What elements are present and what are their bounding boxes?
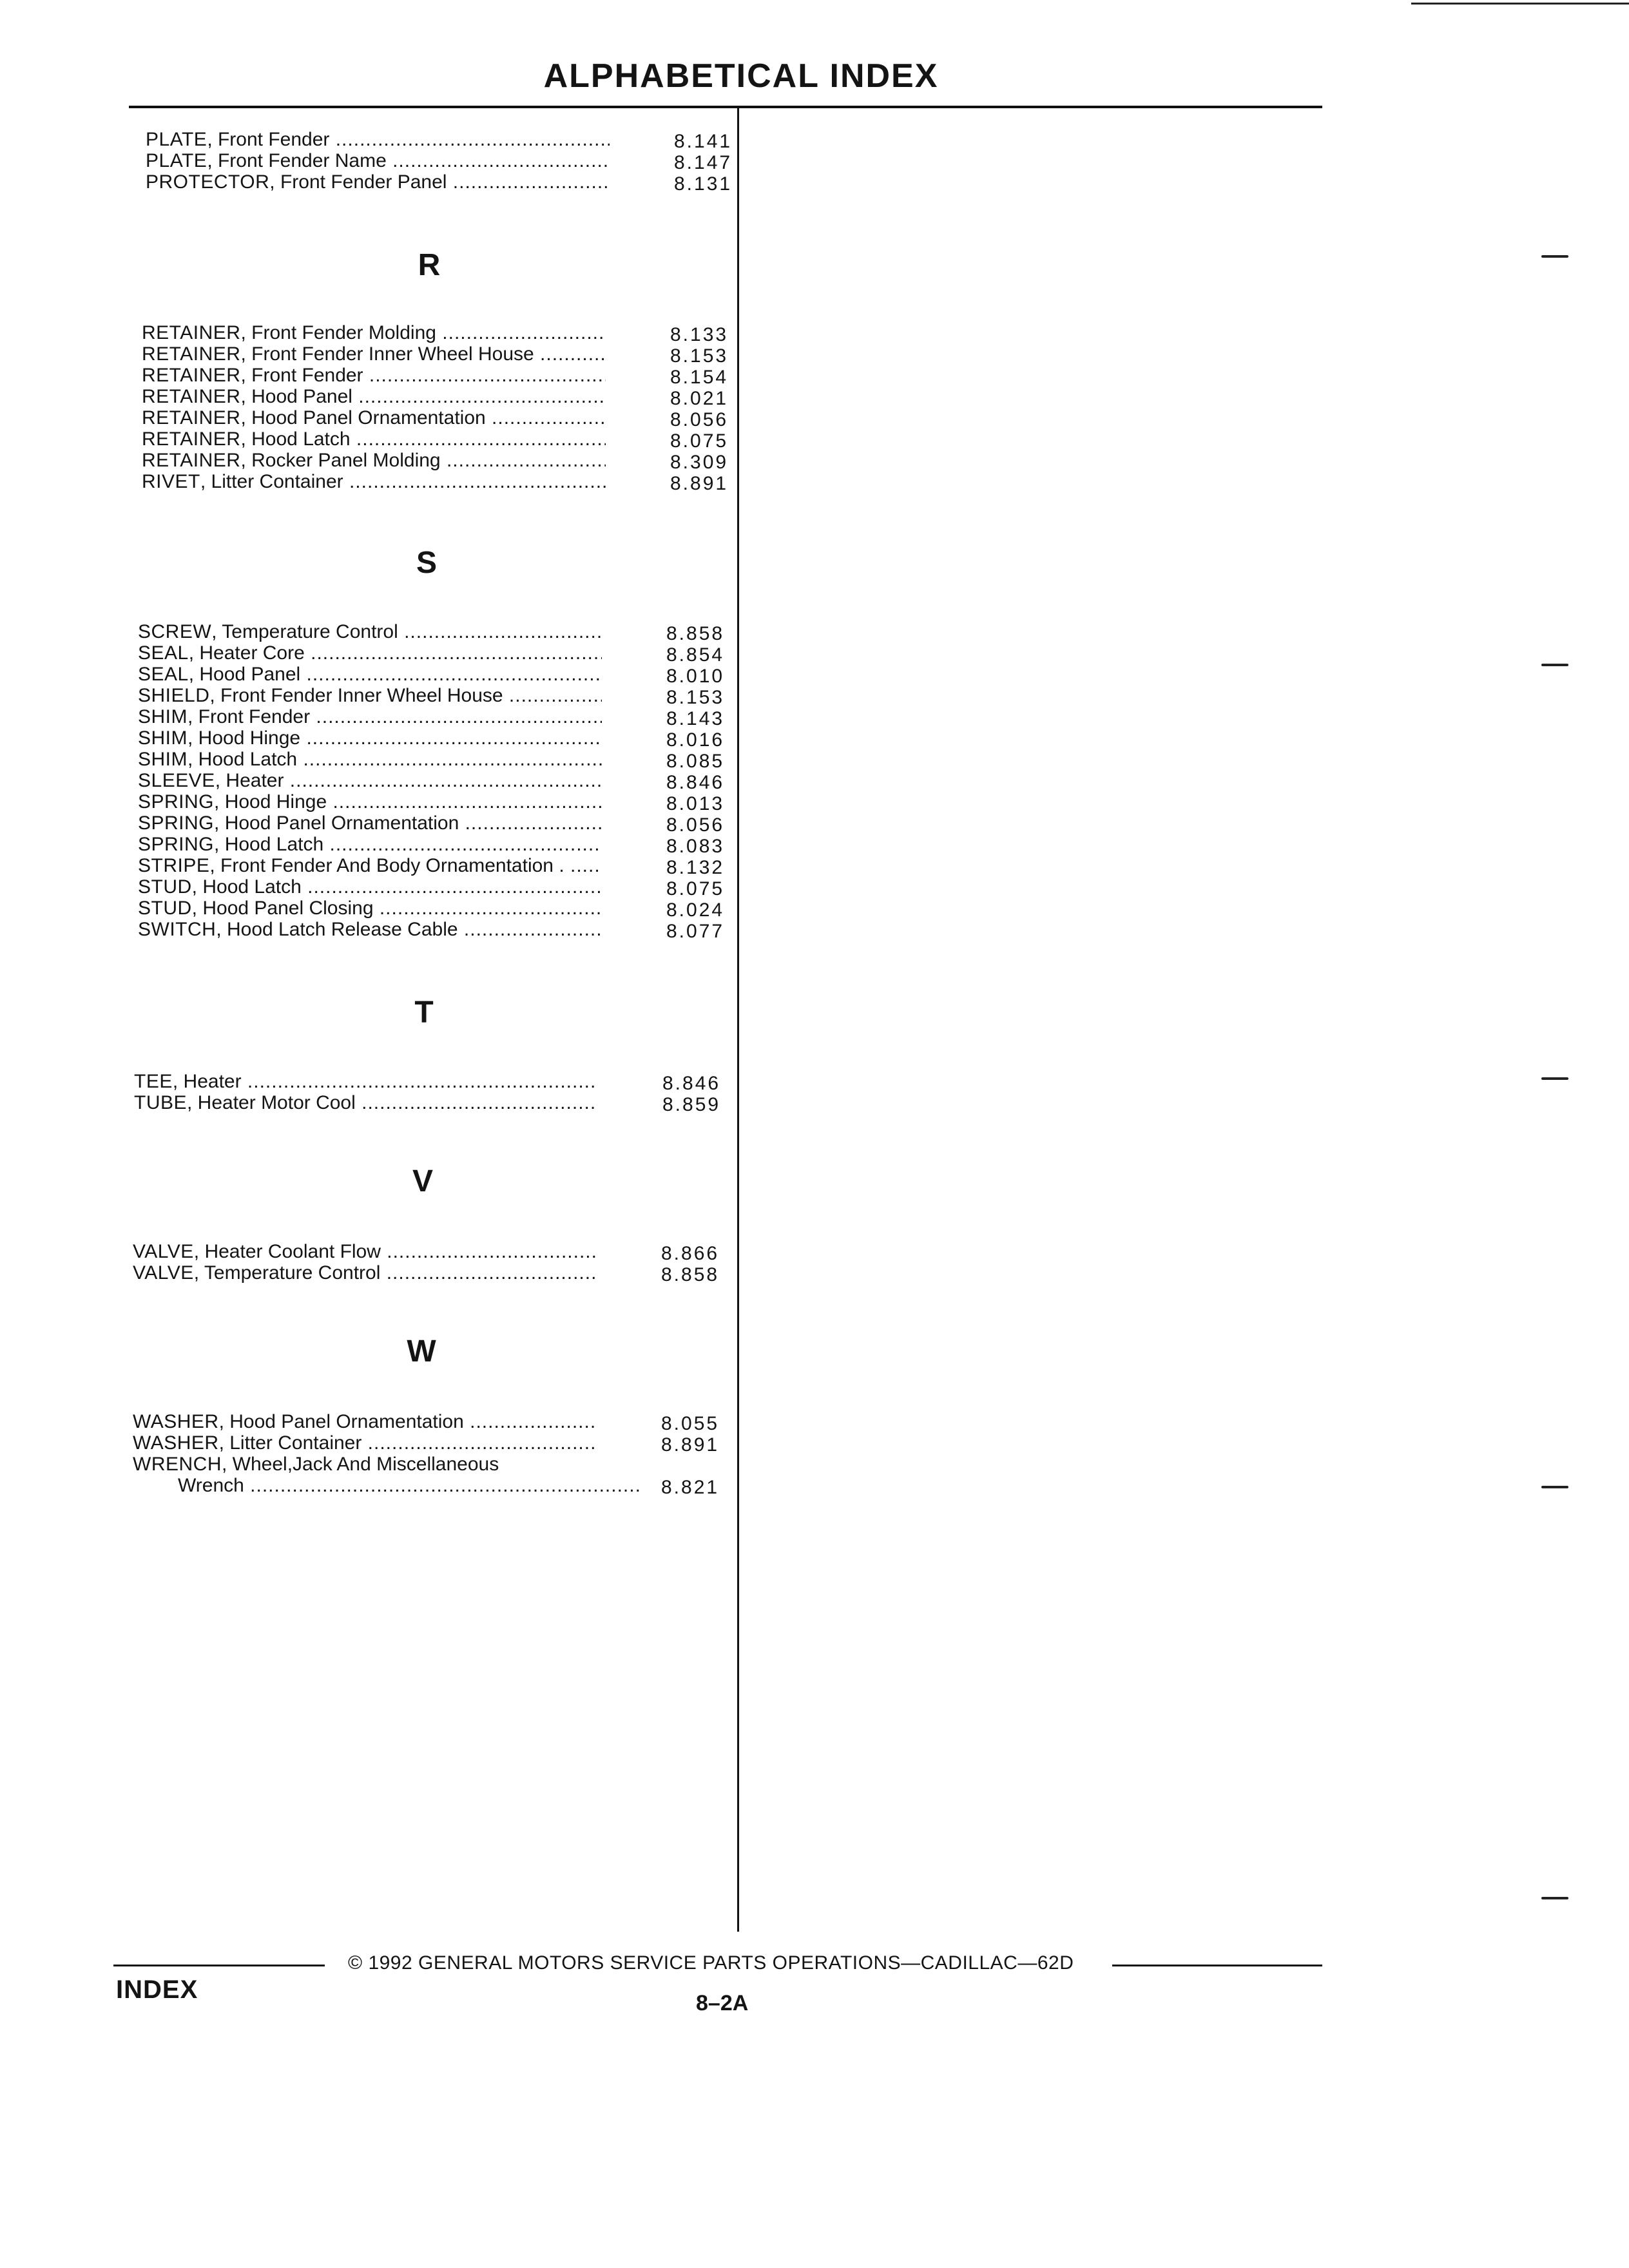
- entry-page-ref: 8.016: [666, 729, 725, 751]
- footer-page-number: 8–2A: [696, 1991, 749, 2015]
- entry-keyword: PROTECTOR: [146, 171, 270, 193]
- dot-leader: [300, 727, 602, 749]
- margin-mark: [1541, 1077, 1568, 1080]
- dot-leader: [284, 770, 602, 791]
- entry-name: [138, 834, 602, 855]
- entry-page-ref: 8.154: [670, 367, 729, 388]
- entry-name: [138, 791, 602, 812]
- margin-mark: [1541, 664, 1568, 666]
- entry-name: [142, 365, 606, 386]
- copyright-line: © 1992 GENERAL MOTORS SERVICE PARTS OPERATIONS—CADILLAC—62D: [348, 1952, 1074, 1974]
- entry-page-ref: 8.083: [666, 836, 725, 857]
- entry-name: [138, 749, 602, 770]
- entry-description: , Heater Motor Cool: [187, 1092, 356, 1113]
- entry-page-ref: 8.866: [661, 1243, 720, 1264]
- entry-name: [142, 386, 606, 407]
- entry-page-ref: 8.846: [666, 772, 725, 793]
- dot-leader: [363, 365, 606, 386]
- entry-name: [138, 919, 602, 940]
- margin-mark: [1541, 1486, 1568, 1488]
- entry-description: , Hood Latch: [240, 428, 351, 450]
- entry-description: , Hood Latch: [188, 749, 298, 770]
- section-letter-r: R: [418, 248, 441, 282]
- entry-page-ref: 8.024: [666, 899, 725, 921]
- entry-name: [142, 471, 606, 492]
- footer-rule-left: [113, 1965, 325, 1966]
- dot-leader: [564, 855, 602, 876]
- entry-keyword: WRENCH: [133, 1454, 222, 1475]
- dot-leader: [398, 621, 602, 642]
- entry-name: [138, 812, 602, 834]
- entry-page-ref: 8.143: [666, 708, 725, 729]
- entry-name: [133, 1475, 642, 1496]
- entry-description: , Front Fender: [207, 129, 330, 150]
- entry-page-ref: 8.147: [674, 152, 733, 173]
- entry-name: [142, 407, 606, 428]
- dot-leader: [305, 642, 602, 664]
- entry-description: , Hood Panel Closing: [191, 898, 374, 919]
- entry-keyword: SEAL: [138, 642, 189, 664]
- dot-leader: [356, 1092, 598, 1113]
- entry-name: [138, 685, 602, 706]
- entry-page-ref: 8.854: [666, 644, 725, 666]
- entry-description: , Heater Core: [188, 642, 305, 664]
- entry-name: [134, 1092, 598, 1113]
- entry-page-ref: 8.133: [670, 324, 729, 345]
- entry-keyword: SHIM: [138, 749, 188, 770]
- entry-description: , Temperature Control: [193, 1262, 381, 1283]
- dot-leader: [374, 898, 602, 919]
- dot-leader: [447, 171, 610, 193]
- dot-leader: [297, 749, 602, 770]
- entry-description: , Heater: [172, 1071, 242, 1092]
- entry-description: , Front Fender: [188, 706, 311, 727]
- footer-rule-right: [1112, 1965, 1322, 1966]
- entry-page-ref: 8.821: [661, 1477, 720, 1498]
- entry-name: [134, 1071, 598, 1092]
- entry-keyword: SPRING: [138, 834, 215, 855]
- entry-page-ref: 8.077: [666, 921, 725, 942]
- entry-page-ref: 8.891: [670, 473, 729, 494]
- entry-name: [133, 1262, 597, 1283]
- entry-keyword: SHIELD: [138, 685, 210, 706]
- entry-name: [138, 770, 602, 791]
- dot-leader: [486, 407, 606, 428]
- dot-leader: [459, 812, 602, 834]
- entry-keyword: VALVE: [133, 1241, 194, 1262]
- entry-description: , Hood Hinge: [188, 727, 301, 749]
- entry-page-ref: 8.846: [662, 1073, 721, 1094]
- dot-leader: [300, 664, 602, 685]
- entry-keyword: SHIM: [138, 727, 188, 749]
- entry-page-ref: 8.055: [661, 1413, 720, 1434]
- dot-leader: [343, 471, 606, 492]
- dot-leader: [534, 343, 606, 365]
- entry-keyword: PLATE: [146, 150, 207, 171]
- entry-keyword: STUD: [138, 876, 192, 898]
- dot-leader: [329, 129, 610, 150]
- entry-description: , Hood Panel Ornamentation: [240, 407, 486, 428]
- entry-name: [146, 150, 610, 171]
- entry-name: [138, 855, 602, 876]
- entry-description: , Front Fender Inner Wheel House: [240, 343, 534, 365]
- section-letter-w: W: [407, 1334, 436, 1369]
- section-letter-t: T: [414, 995, 434, 1030]
- entry-keyword: RETAINER: [142, 407, 241, 428]
- entry-keyword: PLATE: [146, 129, 207, 150]
- entry-page-ref: 8.131: [674, 173, 733, 195]
- dot-leader: [441, 450, 606, 471]
- dot-leader: [302, 876, 602, 898]
- dot-leader: [352, 386, 606, 407]
- entry-keyword: SCREW: [138, 621, 212, 642]
- entry-keyword: SPRING: [138, 791, 215, 812]
- entry-page-ref: 8.153: [666, 687, 725, 708]
- entry-page-ref: 8.056: [666, 814, 725, 836]
- entry-keyword: VALVE: [133, 1262, 194, 1283]
- entry-name: [146, 129, 610, 150]
- dot-leader: [387, 150, 610, 171]
- entry-name: [133, 1432, 597, 1454]
- entry-keyword: SLEEVE: [138, 770, 215, 791]
- section-letter-v: V: [412, 1164, 433, 1198]
- entry-name: [138, 706, 602, 727]
- entry-keyword: RETAINER: [142, 428, 241, 450]
- entry-page-ref: 8.075: [666, 878, 725, 899]
- entry-description: , Hood Latch: [191, 876, 302, 898]
- entry-page-ref: 8.013: [666, 793, 725, 814]
- dot-leader: [327, 791, 602, 812]
- entry-keyword: RETAINER: [142, 365, 241, 386]
- dot-leader: [503, 685, 602, 706]
- entry-name: [138, 898, 602, 919]
- entry-keyword: STUD: [138, 898, 192, 919]
- entry-keyword: WASHER: [133, 1411, 219, 1432]
- entry-keyword: STRIPE: [138, 855, 210, 876]
- dot-leader: [244, 1475, 642, 1496]
- footer-section-label: INDEX: [116, 1975, 198, 2004]
- entry-description: , Hood Hinge: [214, 791, 327, 812]
- dot-leader: [361, 1432, 597, 1454]
- entry-name: [146, 171, 610, 193]
- entry-description: , Hood Panel: [188, 664, 301, 685]
- entry-name: [133, 1454, 597, 1475]
- entry-name: [138, 727, 602, 749]
- entry-description: , Hood Panel Ornamentation: [218, 1411, 464, 1432]
- entry-name: [138, 642, 602, 664]
- dot-leader: [351, 428, 606, 450]
- entry-keyword: RETAINER: [142, 322, 241, 343]
- column-divider: [737, 108, 739, 1932]
- entry-description: , Wheel,Jack And Miscellaneous: [222, 1454, 499, 1475]
- entry-keyword: TEE: [134, 1071, 173, 1092]
- entry-description: , Hood Latch Release Cable: [216, 919, 458, 940]
- entry-page-ref: 8.056: [670, 409, 729, 430]
- entry-keyword: SWITCH: [138, 919, 217, 940]
- entry-description: , Hood Panel Ornamentation: [214, 812, 459, 834]
- dot-leader: [310, 706, 602, 727]
- entry-keyword: SHIM: [138, 706, 188, 727]
- entry-description: , Litter Container: [200, 471, 343, 492]
- entry-description: , Front Fender: [240, 365, 363, 386]
- entry-page-ref: 8.858: [661, 1264, 720, 1285]
- entry-keyword: RETAINER: [142, 450, 241, 471]
- entry-page-ref: 8.010: [666, 666, 725, 687]
- dot-leader: [242, 1071, 598, 1092]
- entry-name: [142, 428, 606, 450]
- entry-page-ref: 8.132: [666, 857, 725, 878]
- entry-keyword: RETAINER: [142, 386, 241, 407]
- section-letter-s: S: [416, 546, 437, 580]
- page-title: ALPHABETICAL INDEX: [543, 57, 939, 95]
- title-rule: [129, 106, 1322, 108]
- dot-leader: [458, 919, 602, 940]
- entry-keyword: TUBE: [134, 1092, 188, 1113]
- entry-description: , Heater Coolant Flow: [193, 1241, 381, 1262]
- entry-page-ref: 8.141: [674, 131, 733, 152]
- entry-description: , Temperature Control: [211, 621, 398, 642]
- entry-name: [133, 1411, 597, 1432]
- dot-leader: [436, 322, 606, 343]
- entry-page-ref: 8.859: [662, 1094, 721, 1115]
- entry-description: , Heater: [215, 770, 284, 791]
- entry-page-ref: 8.309: [670, 452, 729, 473]
- margin-mark: [1541, 1897, 1568, 1899]
- dot-leader: [381, 1241, 597, 1262]
- corner-rule: [1411, 3, 1629, 5]
- entry-description: Wrench: [178, 1475, 244, 1496]
- entry-page-ref: 8.021: [670, 388, 729, 409]
- entry-page-ref: 8.858: [666, 623, 725, 644]
- dot-leader: [323, 834, 602, 855]
- entry-description: , Front Fender Inner Wheel House: [209, 685, 503, 706]
- entry-page-ref: 8.085: [666, 751, 725, 772]
- dot-leader: [380, 1262, 597, 1283]
- entry-page-ref: 8.891: [661, 1434, 720, 1456]
- entry-page-ref: 8.075: [670, 430, 729, 452]
- entry-description: , Front Fender And Body Ornamentation .: [209, 855, 564, 876]
- entry-description: , Litter Container: [218, 1432, 362, 1454]
- entry-keyword: WASHER: [133, 1432, 219, 1454]
- entry-name: [138, 621, 602, 642]
- entry-description: , Rocker Panel Molding: [240, 450, 441, 471]
- margin-mark: [1541, 255, 1568, 258]
- entry-description: , Hood Panel: [240, 386, 352, 407]
- entry-name: [138, 876, 602, 898]
- entry-name: [133, 1241, 597, 1262]
- entry-description: , Front Fender Name: [207, 150, 387, 171]
- entry-description: , Hood Latch: [214, 834, 324, 855]
- entry-description: , Front Fender Panel: [269, 171, 447, 193]
- entry-keyword: SEAL: [138, 664, 189, 685]
- entry-description: , Front Fender Molding: [240, 322, 436, 343]
- entry-name: [142, 322, 606, 343]
- entry-page-ref: 8.153: [670, 345, 729, 367]
- entry-keyword: RIVET: [142, 471, 200, 492]
- entry-keyword: SPRING: [138, 812, 215, 834]
- dot-leader: [464, 1411, 597, 1432]
- entry-name: [142, 450, 606, 471]
- entry-name: [142, 343, 606, 365]
- entry-name: [138, 664, 602, 685]
- entry-keyword: RETAINER: [142, 343, 241, 365]
